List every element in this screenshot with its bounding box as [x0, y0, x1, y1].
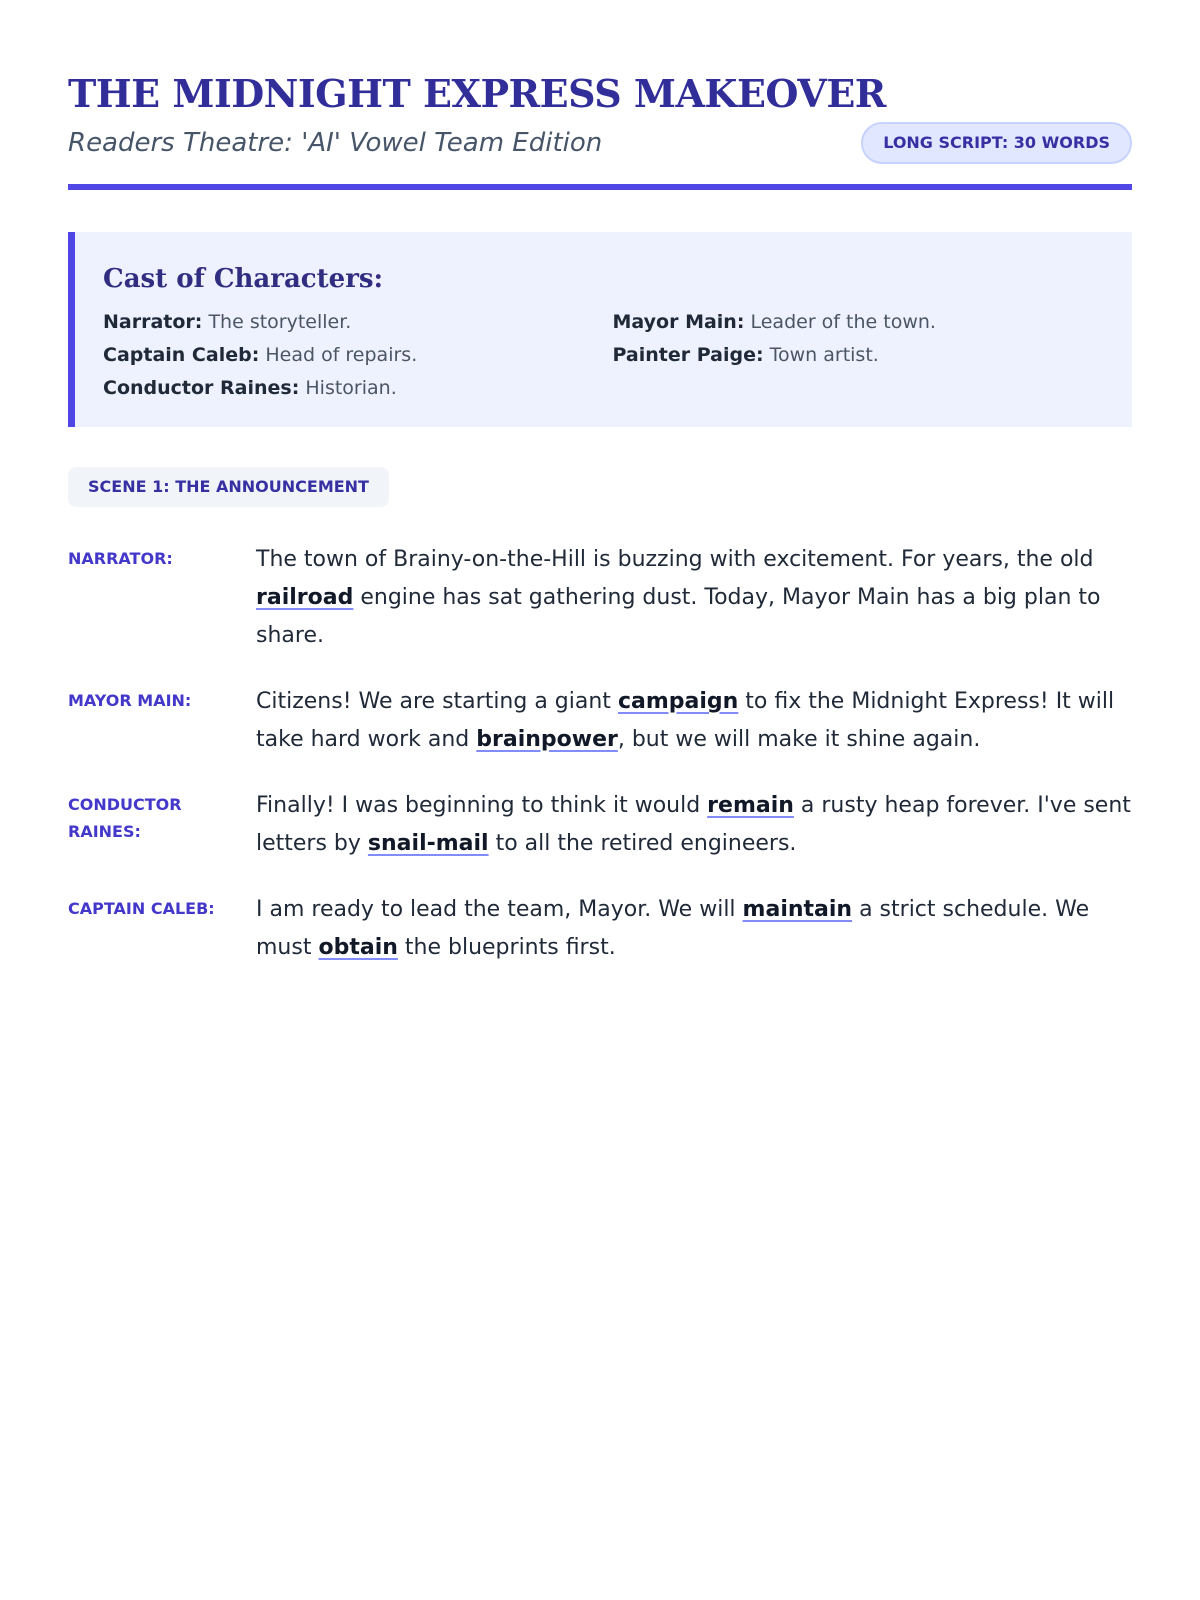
- speech-segment: Finally! I was beginning to think it would: [256, 793, 708, 818]
- speech-segment: to all the retired engineers.: [488, 831, 797, 856]
- speech-text: [256, 787, 1132, 863]
- speech-segment: a strict schedule. We must: [256, 897, 1090, 960]
- cast-heading: Cast of Characters:: [103, 264, 384, 294]
- page-subtitle: Readers Theatre: 'AI' Vowel Team Edition: [68, 128, 603, 158]
- vocab-word: campaign: [617, 689, 739, 714]
- speech-segment: a rusty heap forever. I've sent letters by: [256, 793, 1131, 856]
- cast-role: Historian.: [305, 377, 397, 399]
- subtitle-row: [68, 122, 1132, 190]
- speech-segment: engine has sat gathering dust. Today, Mayor Main has a big plan to share.: [256, 585, 1101, 648]
- vocab-word: brainpower: [476, 727, 618, 752]
- script-line: [68, 541, 1132, 655]
- cast-entry: [103, 374, 593, 403]
- cast-entry: [103, 308, 593, 337]
- vocab-word: obtain: [318, 935, 398, 960]
- speech-segment: , but we will make it shine again.: [617, 727, 981, 752]
- cast-list: [103, 308, 1102, 403]
- speech-text: [256, 683, 1132, 759]
- speech-segment: The town of Brainy-on-the-Hill is buzzing with excitement. For years, the old: [256, 547, 1094, 572]
- speech-segment: the blueprints first.: [397, 935, 616, 960]
- speech-segment: to fix the Midnight Express! It will take hard work and: [256, 689, 1115, 752]
- cast-role: Head of repairs.: [265, 344, 418, 366]
- speaker-label: CAPTAIN CALEB:: [68, 899, 215, 918]
- vocab-word: remain: [707, 793, 794, 818]
- speaker-label: CONDUCTOR RAINES:: [68, 795, 182, 841]
- cast-name: Mayor Main:: [612, 311, 745, 333]
- script-lines: [68, 541, 1132, 967]
- speech-segment: I am ready to lead the team, Mayor. We will: [256, 897, 743, 922]
- speech-text: [256, 541, 1132, 655]
- script-line: [68, 787, 1132, 863]
- cast-name: Conductor Raines:: [103, 377, 300, 399]
- cast-role: Town artist.: [769, 344, 879, 366]
- script-line: [68, 891, 1132, 967]
- cast-entry: [613, 308, 1103, 337]
- vocab-word: railroad: [256, 585, 354, 610]
- cast-entry: [103, 341, 593, 370]
- speech-text: [256, 891, 1132, 967]
- script-line: [68, 683, 1132, 759]
- page-title: THE MIDNIGHT EXPRESS MAKEOVER: [68, 71, 886, 116]
- vocab-word: maintain: [742, 897, 853, 922]
- speaker-label: NARRATOR:: [68, 549, 173, 568]
- scene-label: SCENE 1: THE ANNOUNCEMENT: [68, 467, 389, 507]
- cast-name: Captain Caleb:: [103, 344, 260, 366]
- cast-name: Painter Paige:: [612, 344, 764, 366]
- vocab-word: snail-mail: [367, 831, 489, 856]
- cast-panel: [68, 232, 1132, 427]
- cast-role: Leader of the town.: [750, 311, 936, 333]
- word-count-badge: LONG SCRIPT: 30 WORDS: [861, 122, 1132, 164]
- cast-entry: [613, 341, 1103, 370]
- speaker-label: MAYOR MAIN:: [68, 691, 192, 710]
- cast-role: The storyteller.: [208, 311, 352, 333]
- cast-name: Narrator:: [103, 311, 203, 333]
- speech-segment: Citizens! We are starting a giant: [256, 689, 618, 714]
